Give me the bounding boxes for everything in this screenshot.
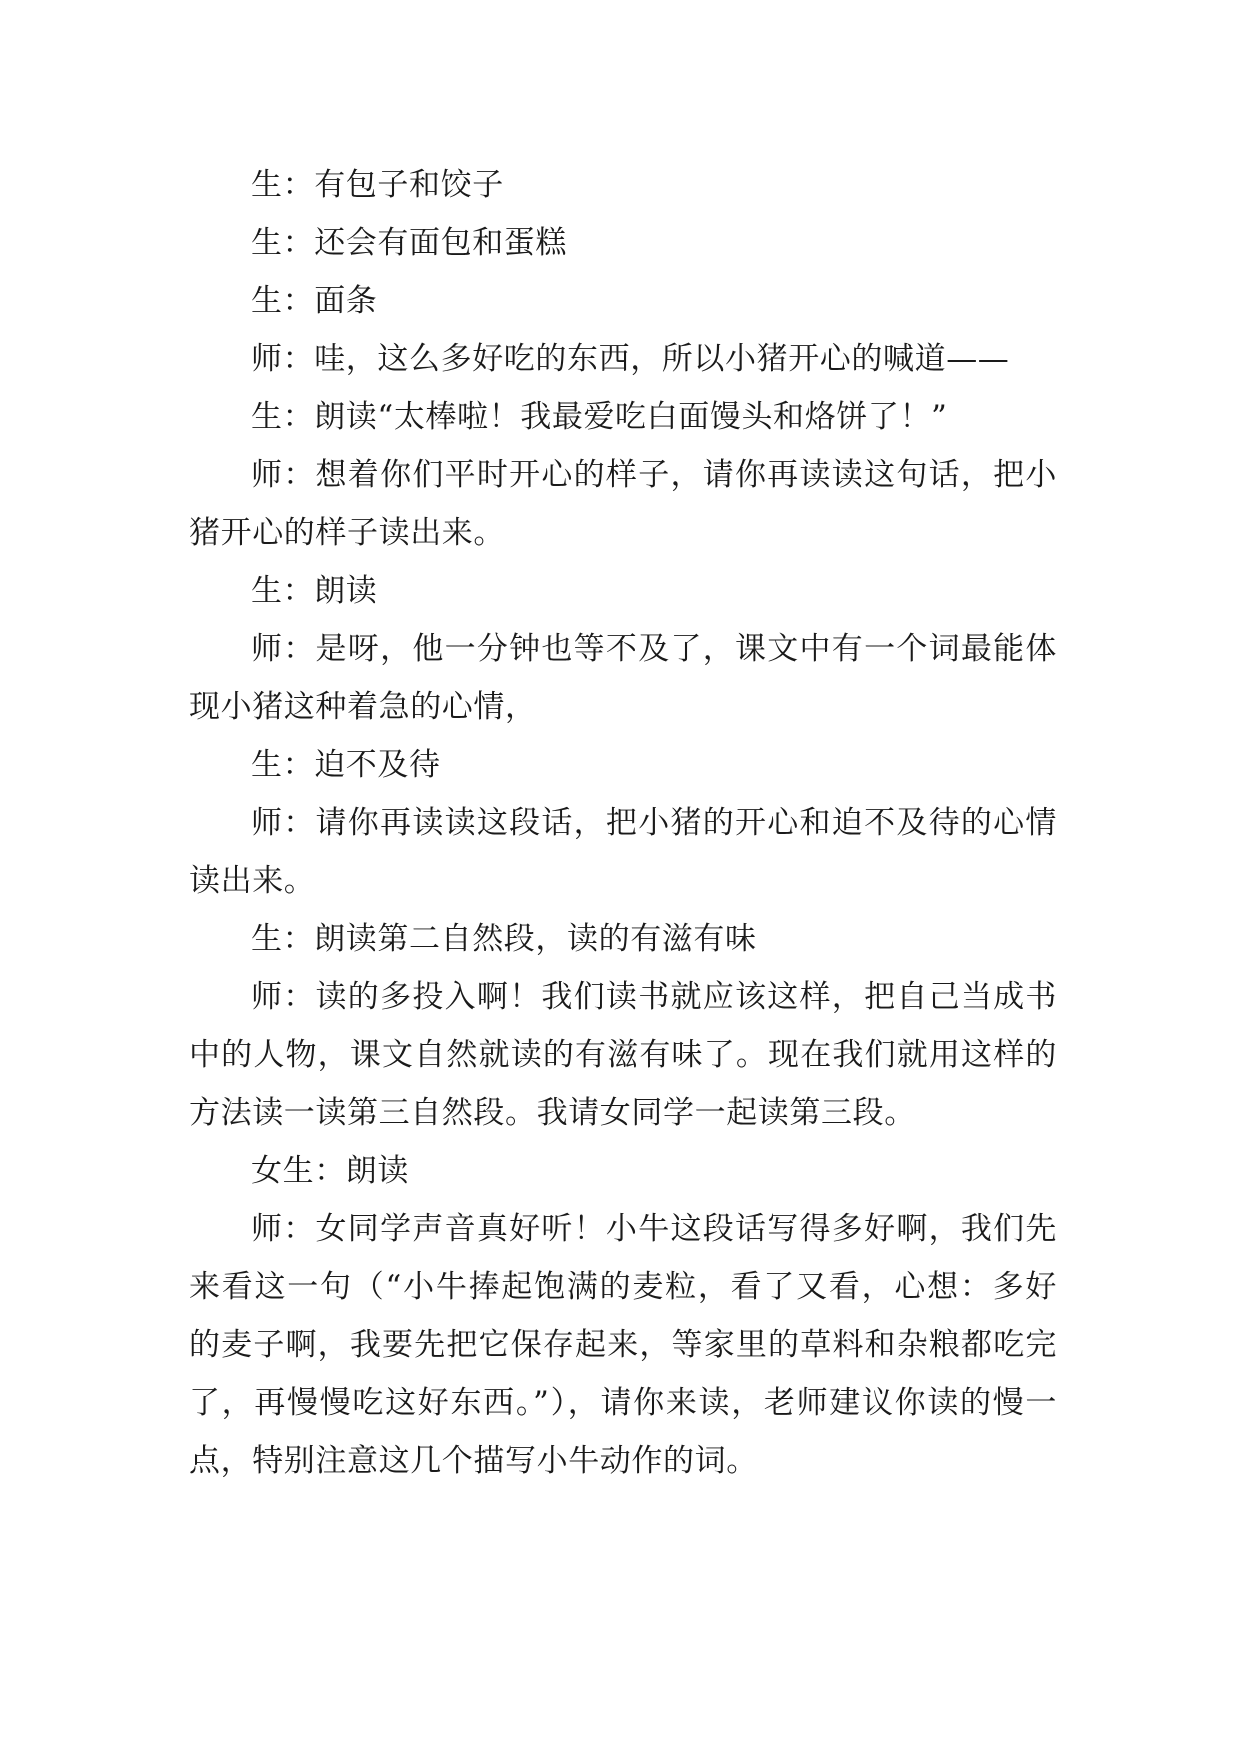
- paragraph-2: 生：还会有面包和蛋糕: [251, 225, 567, 261]
- paragraph-12: 师：读的多投入啊！我们读书就应该这样，把自己当成书中的人物，课文自然就读的有滋有味了。现在我们就用这样的方法读一读第三自然段。我请女同学一起读第三段。: [189, 979, 1057, 1131]
- paragraph-10: 师：请你再读读这段话，把小猪的开心和迫不及待的心情读出来。: [189, 805, 1057, 899]
- paragraph-4: 师：哇，这么多好吃的东西，所以小猪开心的喊道——: [251, 341, 1010, 377]
- paragraph-7: 生：朗读: [251, 573, 378, 609]
- paragraph-3: 生：面条: [251, 283, 378, 319]
- paragraph-1: 生：有包子和饺子: [251, 167, 504, 203]
- paragraph-13: 女生：朗读: [251, 1153, 409, 1189]
- paragraph-9: 生：迫不及待: [251, 747, 441, 783]
- paragraph-14: 师：女同学声音真好听！小牛这段话写得多好啊，我们先来看这一句（“小牛捧起饱满的麦粒，看了又看，心想：多好的麦子啊，我要先把它保存起来，等家里的草料和杂粮都吃完了，再慢慢吃这好东西。”），请你来读，老师建议你读的慢一点，特别注意这几个描写小牛动作的词。: [189, 1211, 1057, 1479]
- paragraph-6: 师：想着你们平时开心的样子，请你再读读这句话，把小猪开心的样子读出来。: [189, 457, 1057, 551]
- document-page: [189, 156, 1057, 1490]
- paragraph-8: 师：是呀，他一分钟也等不及了，课文中有一个词最能体现小猪这种着急的心情，: [189, 631, 1057, 725]
- paragraph-5: 生：朗读“太棒啦！我最爱吃白面馒头和烙饼了！”: [251, 399, 948, 435]
- paragraph-11: 生：朗读第二自然段，读的有滋有味: [251, 921, 757, 957]
